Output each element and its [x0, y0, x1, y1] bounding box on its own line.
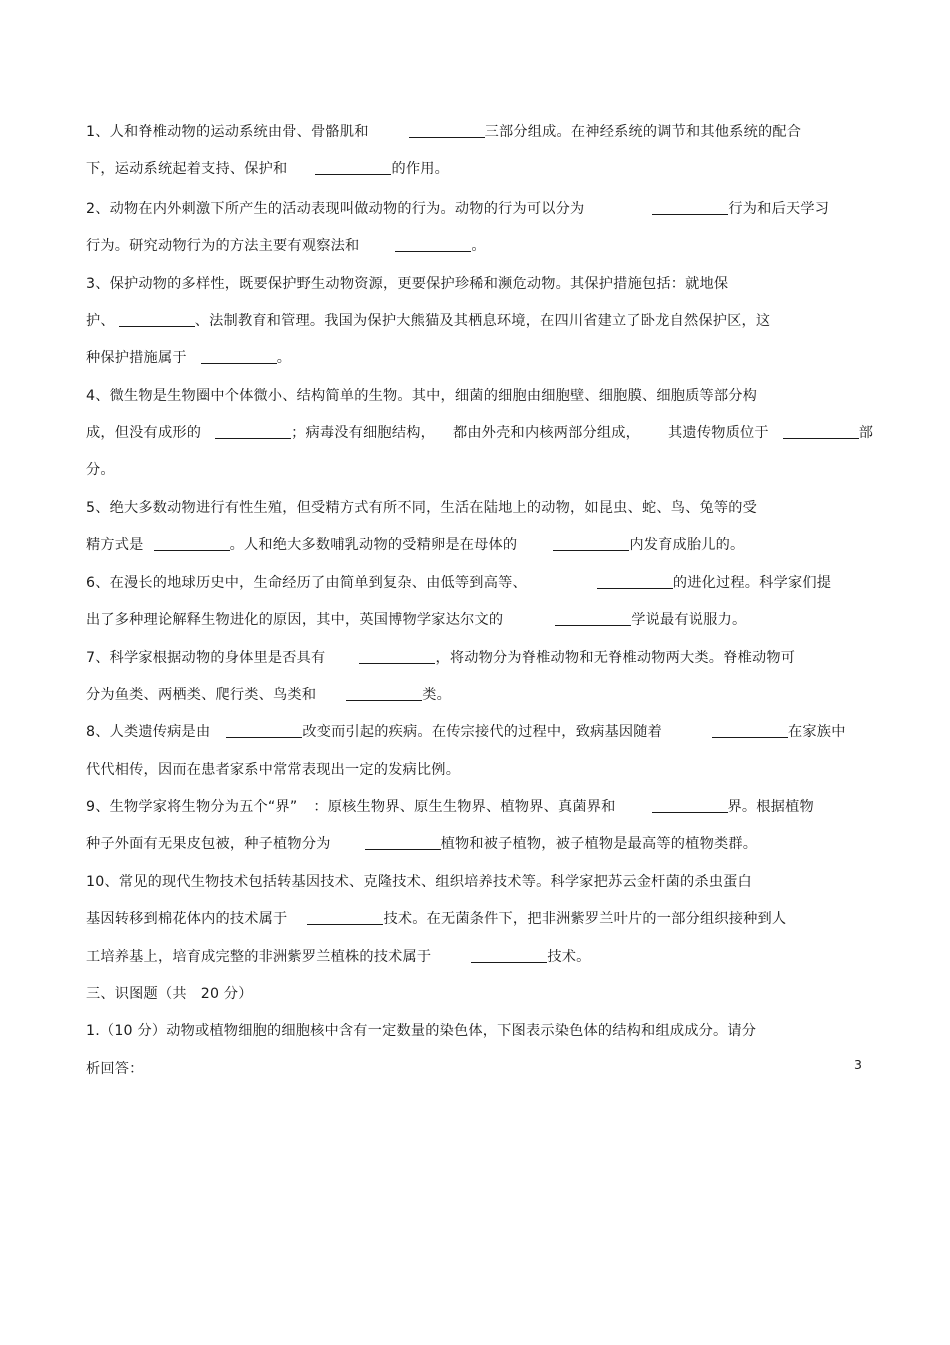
text: 在家族中	[788, 724, 846, 740]
text: 三、识图题（共	[86, 986, 187, 1002]
text: 种保护措施属于	[86, 350, 187, 366]
answer-blank[interactable]	[712, 722, 788, 738]
text: 8、人类遗传病是由	[86, 724, 211, 740]
text: 出了多种理论解释生物进化的原因，其中，英国博物学家达尔文的	[86, 612, 504, 628]
answer-blank[interactable]	[409, 122, 485, 138]
text: 代代相传，因而在患者家系中常常表现出一定的发病比例。	[86, 762, 461, 778]
answer-blank[interactable]	[307, 909, 383, 925]
text: 种子外面有无果皮包被，种子植物分为	[86, 836, 331, 852]
text: 植物和被子植物，被子植物是最高等的植物类群。	[440, 836, 758, 852]
text: 。	[471, 238, 486, 254]
answer-blank[interactable]	[597, 573, 673, 589]
text: 精方式是	[86, 537, 144, 553]
page-number: 3	[854, 1057, 862, 1072]
section-3-heading	[86, 983, 253, 1005]
text: 5、绝大多数动物进行有性生殖，但受精方式有所不同，生活在陆地上的动物，如昆虫、蛇、鸟、兔等的受	[86, 500, 758, 516]
question-9-line-1	[86, 796, 814, 818]
question-3-line-1	[86, 273, 728, 295]
question-6-line-2	[86, 609, 746, 631]
answer-blank[interactable]	[201, 348, 277, 364]
section-3-question-1-line-1	[86, 1020, 756, 1042]
question-1-line-1	[86, 121, 801, 143]
text: 7、科学家根据动物的身体里是否具有	[86, 650, 326, 666]
answer-blank[interactable]	[783, 423, 859, 439]
text: 。	[276, 350, 292, 366]
text: 其遗传物质位于	[668, 425, 769, 441]
text: 下，运动系统起着支持、保护和	[86, 161, 288, 177]
question-6-line-1	[86, 572, 831, 594]
text: ：原核生物界、原生生物界、植物界、真菌界和	[313, 799, 616, 815]
text: 工培养基上，培育成完整的非洲紫罗兰植株的技术属于	[86, 949, 432, 965]
text: 行为。研究动物行为的方法主要有观察法和	[86, 238, 360, 254]
text: 类。	[422, 687, 451, 703]
text: 6、在漫长的地球历史中，生命经历了由简单到复杂、由低等到高等、	[86, 575, 527, 591]
question-10-line-3	[86, 946, 590, 968]
text: 4、微生物是生物圈中个体微小、结构简单的生物。其中，细菌的细胞由细胞壁、细胞膜、细胞质等部分构	[86, 388, 758, 404]
question-4-line-3	[86, 459, 115, 481]
answer-blank[interactable]	[555, 610, 631, 626]
question-8-line-1	[86, 721, 846, 743]
answer-blank[interactable]	[365, 834, 441, 850]
question-10-line-2	[86, 908, 786, 930]
text: 的作用。	[391, 161, 449, 177]
question-2-line-1	[86, 198, 829, 220]
text: 内发育成胎儿的。	[629, 537, 745, 553]
text: 三部分组成。在神经系统的调节和其他系统的配合	[484, 124, 802, 140]
answer-blank[interactable]	[215, 423, 291, 439]
text: 成，但没有成形的	[86, 425, 202, 441]
answer-blank[interactable]	[359, 648, 435, 664]
answer-blank[interactable]	[553, 535, 629, 551]
question-7-line-2	[86, 684, 451, 706]
text: 护、	[86, 313, 115, 329]
answer-blank[interactable]	[226, 722, 302, 738]
text: 技术。在无菌条件下，把非洲紫罗兰叶片的一部分组织接种到人	[383, 911, 787, 927]
text: 。人和绝大多数哺乳动物的受精卵是在母体的	[229, 537, 518, 553]
answer-blank[interactable]	[395, 236, 471, 252]
text: 部	[858, 425, 874, 441]
section-3-question-1-line-2	[86, 1058, 144, 1080]
question-9-line-2	[86, 833, 757, 855]
text: 技术。	[547, 949, 591, 965]
question-1-line-2	[86, 158, 449, 180]
question-8-line-2	[86, 759, 460, 781]
text: 析回答：	[86, 1061, 144, 1077]
text: 界。根据植物	[727, 799, 814, 815]
text: 3、保护动物的多样性，既要保护野生动物资源，更要保护珍稀和濒危动物。其保护措施包括：就地保	[86, 276, 729, 292]
answer-blank[interactable]	[652, 199, 728, 215]
text: 9、生物学家将生物分为五个“界”	[86, 799, 298, 815]
text: ，将动物分为脊椎动物和无脊椎动物两大类。脊椎动物可	[435, 650, 796, 666]
question-7-line-1	[86, 647, 795, 669]
question-3-line-2	[86, 310, 770, 332]
answer-blank[interactable]	[315, 159, 391, 175]
text: 的进化过程。科学家们提	[672, 575, 832, 591]
question-5-line-2	[86, 534, 744, 556]
text: 基因转移到棉花体内的技术属于	[86, 911, 288, 927]
text: 改变而引起的疾病。在传宗接代的过程中，致病基因随着	[302, 724, 663, 740]
question-10-line-1	[86, 871, 752, 893]
text: 1、人和脊椎动物的运动系统由骨、骨骼肌和	[86, 124, 369, 140]
answer-blank[interactable]	[154, 535, 230, 551]
question-4-line-1	[86, 385, 757, 407]
text: 10、常见的现代生物技术包括转基因技术、克隆技术、组织培养技术等。科学家把苏云金杆菌的杀虫蛋白	[86, 874, 752, 890]
question-4-line-2	[86, 422, 873, 444]
question-5-line-1	[86, 497, 757, 519]
answer-blank[interactable]	[346, 685, 422, 701]
text: 行为和后天学习	[728, 201, 830, 217]
text: ；病毒没有细胞结构，	[291, 425, 435, 441]
answer-blank[interactable]	[652, 797, 728, 813]
text: 分。	[86, 462, 115, 478]
answer-blank[interactable]	[471, 947, 547, 963]
text: 学说最有说服力。	[631, 612, 747, 628]
text: 、法制教育和管理。我国为保护大熊猫及其栖息环境，在四川省建立了卧龙自然保护区，这	[194, 313, 771, 329]
text: 2、动物在内外刺激下所产生的活动表现叫做动物的行为。动物的行为可以分为	[86, 201, 585, 217]
text: 分为鱼类、两栖类、爬行类、鸟类和	[86, 687, 317, 703]
answer-blank[interactable]	[119, 311, 195, 327]
text: 1.（10 分）动物或植物细胞的细胞核中含有一定数量的染色体，下图表示染色体的结构和组成成分。请分	[86, 1023, 757, 1039]
text: 20 分）	[200, 986, 253, 1002]
question-2-line-2	[86, 235, 486, 257]
text: 都由外壳和内核两部分组成，	[453, 425, 641, 441]
question-3-line-3	[86, 347, 291, 369]
